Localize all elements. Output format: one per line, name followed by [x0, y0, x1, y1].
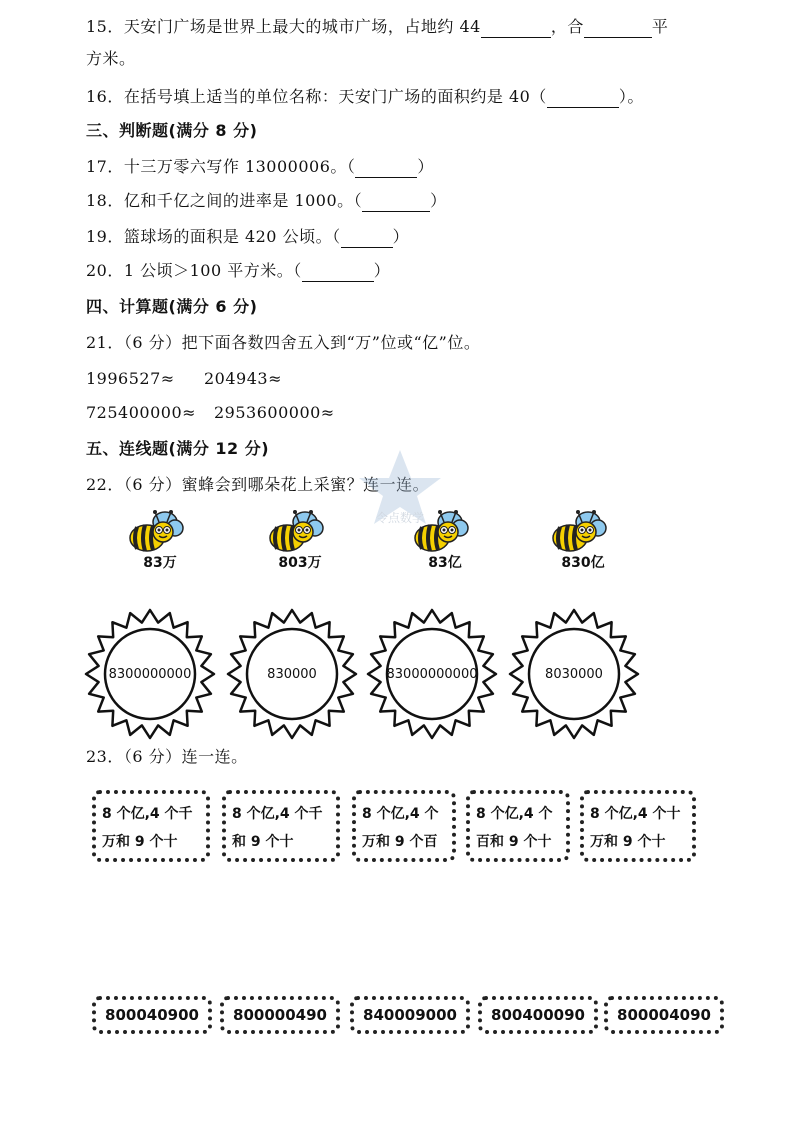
- q16-text-a: 16．在括号填上适当的单位名称：天安门广场的面积约是 40（: [86, 87, 547, 106]
- description-line: 8 个亿,4 个: [476, 806, 553, 822]
- description-card-3[interactable]: [352, 790, 456, 862]
- q16-text-b: ）。: [618, 87, 644, 106]
- section-4-heading: 四、计算题(满分 6 分): [86, 297, 258, 316]
- flower-2[interactable]: [226, 608, 358, 740]
- q15-blank-1[interactable]: [481, 21, 551, 38]
- question-22: 22．（6 分）蜜蜂会到哪朵花上采蜜？连一连。: [86, 475, 430, 494]
- question-23: 23．（6 分）连一连。: [86, 747, 248, 766]
- question-17: [86, 156, 434, 178]
- question-15-line1: [86, 16, 668, 38]
- flower-number: 83000000000: [386, 666, 478, 682]
- q15-blank-2[interactable]: [584, 21, 652, 38]
- q17-text-b: ）: [417, 157, 434, 176]
- description-line: 8 个亿,4 个千: [232, 806, 323, 822]
- flower-number: 8300000000: [108, 666, 192, 682]
- number-card-1[interactable]: [92, 996, 212, 1034]
- flower-3[interactable]: [366, 608, 498, 740]
- bee-1[interactable]: [125, 508, 195, 578]
- bee-2[interactable]: [265, 508, 335, 578]
- q20-text-a: 20．1 公顷＞100 平方米。（: [86, 261, 302, 280]
- bee-label: 803万: [278, 555, 322, 571]
- bee-icon: [548, 508, 608, 554]
- description-card-2[interactable]: [222, 790, 340, 862]
- q15-text-c: 平: [651, 17, 669, 36]
- q19-text-b: ）: [392, 227, 410, 246]
- q21-item-4: 2953600000≈: [214, 403, 335, 422]
- description-line: 和 9 个十: [232, 834, 294, 850]
- description-line: 8 个亿,4 个: [362, 806, 439, 822]
- description-card-4[interactable]: [466, 790, 570, 862]
- question-19: [86, 226, 409, 248]
- description-line: 万和 9 个十: [590, 834, 666, 850]
- q19-text-a: 19．篮球场的面积是 420 公顷。（: [86, 227, 341, 246]
- number-card-2[interactable]: [220, 996, 340, 1034]
- flower-number: 830000: [267, 666, 317, 682]
- flower-number: 8030000: [545, 666, 603, 682]
- q19-blank[interactable]: [341, 231, 393, 248]
- number-card-5[interactable]: [604, 996, 724, 1034]
- flower-1[interactable]: [84, 608, 216, 740]
- bee-label: 83亿: [428, 555, 462, 571]
- q21-item-2: 204943≈: [204, 369, 282, 388]
- q15-text-a: 15．天安门广场是世界上最大的城市广场，占地约 44: [86, 17, 481, 36]
- description-line: 8 个亿,4 个千: [102, 806, 193, 822]
- number-value: 800000490: [233, 1006, 327, 1024]
- bee-4[interactable]: [548, 508, 618, 578]
- q16-blank[interactable]: [547, 91, 619, 108]
- section-5-heading: 五、连线题(满分 12 分): [86, 439, 270, 458]
- question-18: [86, 190, 447, 212]
- bee-3[interactable]: [410, 508, 480, 578]
- question-16: [86, 86, 644, 108]
- description-card-1[interactable]: [92, 790, 210, 862]
- bee-icon: [265, 508, 325, 554]
- bee-icon: [410, 508, 470, 554]
- question-15-line2: 方米。: [86, 49, 136, 68]
- q20-text-b: ）: [373, 261, 391, 280]
- number-value: 840009000: [363, 1006, 457, 1024]
- number-value: 800004090: [617, 1006, 711, 1024]
- q21-item-3: 725400000≈: [86, 403, 197, 422]
- q21-item-1: 1996527≈: [86, 369, 175, 388]
- q17-blank[interactable]: [355, 161, 417, 178]
- flower-4[interactable]: [508, 608, 640, 740]
- question-21: 21．（6 分）把下面各数四舍五入到“万”位或“亿”位。: [86, 333, 481, 352]
- q18-text-a: 18．亿和千亿之间的进率是 1000。（: [86, 191, 363, 210]
- q15-text-b: ，合: [550, 17, 584, 36]
- number-value: 800400090: [491, 1006, 585, 1024]
- question-20: [86, 260, 390, 282]
- bee-icon: [125, 508, 185, 554]
- number-card-3[interactable]: [350, 996, 470, 1034]
- bee-label: 830亿: [561, 555, 605, 571]
- q20-blank[interactable]: [302, 265, 374, 282]
- number-value: 800040900: [105, 1006, 199, 1024]
- number-card-4[interactable]: [478, 996, 598, 1034]
- bee-label: 83万: [143, 555, 177, 571]
- watermark-text: 令点数学: [375, 511, 425, 525]
- description-line: 万和 9 个百: [362, 834, 438, 850]
- section-3-heading: 三、判断题(满分 8 分): [86, 121, 258, 140]
- description-card-5[interactable]: [580, 790, 696, 862]
- q17-text-a: 17．十三万零六写作 13000006。（: [86, 157, 356, 176]
- description-line: 百和 9 个十: [476, 834, 552, 850]
- q18-blank[interactable]: [362, 195, 430, 212]
- description-line: 8 个亿,4 个十: [590, 806, 681, 822]
- q18-text-b: ）: [430, 191, 447, 210]
- description-line: 万和 9 个十: [102, 834, 178, 850]
